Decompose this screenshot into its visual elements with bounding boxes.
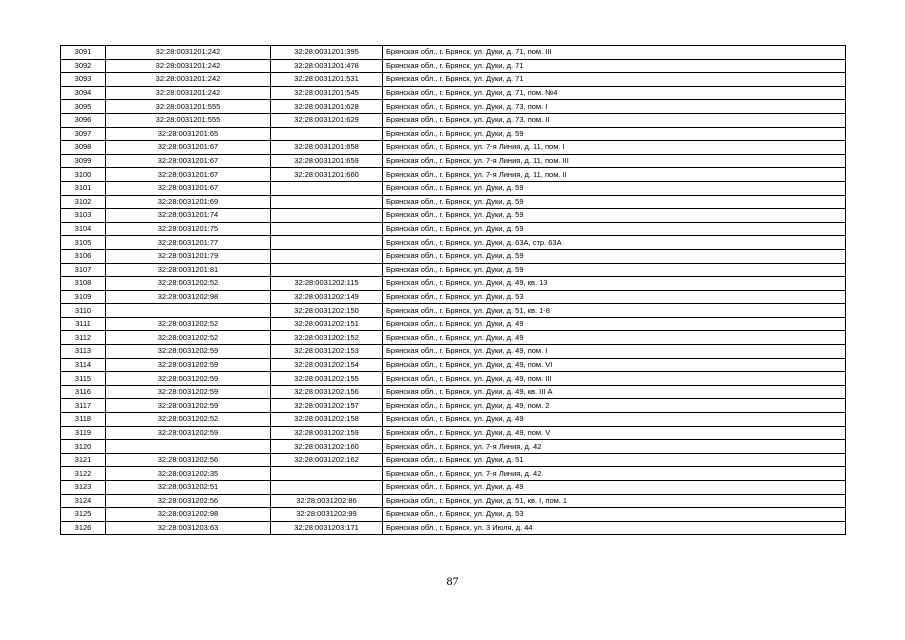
address-cell: Брянская обл., г. Брянск, ул. Дуки, д. 51, кв. I, пом. 1	[383, 494, 846, 508]
cadastral-number-cell: 32:28:0031201:660	[271, 168, 383, 182]
cadastral-number-cell: 32:28:0031202:150	[271, 304, 383, 318]
cadastral-number-cell	[271, 263, 383, 277]
table-row	[61, 209, 846, 223]
cadastral-number-cell	[271, 222, 383, 236]
parent-cadastral-number-cell: 32:28:0031201:242	[106, 86, 271, 100]
table-row	[61, 372, 846, 386]
parent-cadastral-number-cell: 32:28:0031202:35	[106, 467, 271, 481]
parent-cadastral-number-cell: 32:28:0031202:98	[106, 290, 271, 304]
parent-cadastral-number-cell: 32:28:0031201:67	[106, 154, 271, 168]
address-cell: Брянская обл., г. Брянск, ул. Дуки, д. 49	[383, 331, 846, 345]
table-row	[61, 100, 846, 114]
cadastral-table	[60, 45, 846, 535]
table-row	[61, 236, 846, 250]
table-row	[61, 277, 846, 291]
table-row	[61, 113, 846, 127]
parent-cadastral-number-cell	[106, 304, 271, 318]
parent-cadastral-number-cell: 32:28:0031202:98	[106, 508, 271, 522]
address-cell: Брянская обл., г. Брянск, ул. Дуки, д. 73, пом. I	[383, 100, 846, 114]
parent-cadastral-number-cell: 32:28:0031201:242	[106, 59, 271, 73]
cadastral-number-cell: 32:28:0031202:152	[271, 331, 383, 345]
cadastral-number-cell: 32:28:0031202:155	[271, 372, 383, 386]
parent-cadastral-number-cell: 32:28:0031202:59	[106, 426, 271, 440]
table-row	[61, 222, 846, 236]
row-number-cell: 3120	[61, 440, 106, 454]
cadastral-number-cell: 32:28:0031202:162	[271, 453, 383, 467]
row-number-cell: 3091	[61, 46, 106, 60]
address-cell: Брянская обл., г. Брянск, ул. Дуки, д. 49	[383, 481, 846, 495]
cadastral-number-cell: 32:28:0031202:153	[271, 345, 383, 359]
row-number-cell: 3107	[61, 263, 106, 277]
cadastral-number-cell: 32:28:0031202:149	[271, 290, 383, 304]
cadastral-number-cell: 32:28:0031202:158	[271, 413, 383, 427]
cadastral-number-cell: 32:28:0031202:157	[271, 399, 383, 413]
address-cell: Брянская обл., г. Брянск, ул. Дуки, д. 59	[383, 127, 846, 141]
address-cell: Брянская обл., г. Брянск, ул. Дуки, д. 53	[383, 508, 846, 522]
parent-cadastral-number-cell: 32:28:0031201:81	[106, 263, 271, 277]
address-cell: Брянская обл., г. Брянск, ул. Дуки, д. 49, кв. III А	[383, 385, 846, 399]
address-cell: Брянская обл., г. Брянск, ул. Дуки, д. 63А, стр. 63А	[383, 236, 846, 250]
parent-cadastral-number-cell: 32:28:0031202:56	[106, 453, 271, 467]
address-cell: Брянская обл., г. Брянск, ул. Дуки, д. 71	[383, 73, 846, 87]
cadastral-number-cell: 32:28:0031201:531	[271, 73, 383, 87]
address-cell: Брянская обл., г. Брянск, ул. Дуки, д. 49, пом. I	[383, 345, 846, 359]
address-cell: Брянская обл., г. Брянск, ул. Дуки, д. 49, пом. 2	[383, 399, 846, 413]
cadastral-number-cell: 32:28:0031202:115	[271, 277, 383, 291]
cadastral-number-cell	[271, 481, 383, 495]
cadastral-number-cell: 32:28:0031202:151	[271, 317, 383, 331]
table-row	[61, 249, 846, 263]
row-number-cell: 3113	[61, 345, 106, 359]
address-cell: Брянская обл., г. Брянск, ул. Дуки, д. 59	[383, 209, 846, 223]
cadastral-number-cell: 32:28:0031201:628	[271, 100, 383, 114]
parent-cadastral-number-cell: 32:28:0031201:75	[106, 222, 271, 236]
parent-cadastral-number-cell: 32:28:0031201:65	[106, 127, 271, 141]
row-number-cell: 3094	[61, 86, 106, 100]
parent-cadastral-number-cell: 32:28:0031201:67	[106, 141, 271, 155]
address-cell: Брянская обл., г. Брянск, ул. Дуки, д. 51, кв. 1-8	[383, 304, 846, 318]
row-number-cell: 3118	[61, 413, 106, 427]
parent-cadastral-number-cell: 32:28:0031202:59	[106, 372, 271, 386]
parent-cadastral-number-cell: 32:28:0031201:555	[106, 100, 271, 114]
row-number-cell: 3111	[61, 317, 106, 331]
table-row	[61, 154, 846, 168]
row-number-cell: 3124	[61, 494, 106, 508]
row-number-cell: 3119	[61, 426, 106, 440]
parent-cadastral-number-cell: 32:28:0031202:59	[106, 345, 271, 359]
table-row	[61, 521, 846, 535]
row-number-cell: 3101	[61, 181, 106, 195]
table-row	[61, 181, 846, 195]
table-row	[61, 508, 846, 522]
cadastral-number-cell	[271, 467, 383, 481]
row-number-cell: 3121	[61, 453, 106, 467]
row-number-cell: 3099	[61, 154, 106, 168]
address-cell: Брянская обл., г. Брянск, ул. 7-я Линия, д. 11, пом. I	[383, 141, 846, 155]
table-row	[61, 73, 846, 87]
parent-cadastral-number-cell	[106, 440, 271, 454]
parent-cadastral-number-cell: 32:28:0031201:67	[106, 168, 271, 182]
address-cell: Брянская обл., г. Брянск, ул. Дуки, д. 71, пом. III	[383, 46, 846, 60]
parent-cadastral-number-cell: 32:28:0031201:69	[106, 195, 271, 209]
parent-cadastral-number-cell: 32:28:0031202:59	[106, 358, 271, 372]
row-number-cell: 3100	[61, 168, 106, 182]
parent-cadastral-number-cell: 32:28:0031203:63	[106, 521, 271, 535]
address-cell: Брянская обл., г. Брянск, ул. 7-я Линия, д. 42	[383, 440, 846, 454]
address-cell: Брянская обл., г. Брянск, ул. Дуки, д. 51	[383, 453, 846, 467]
parent-cadastral-number-cell: 32:28:0031201:242	[106, 46, 271, 60]
address-cell: Брянская обл., г. Брянск, ул. 3 Июля, д. 44	[383, 521, 846, 535]
table-row	[61, 413, 846, 427]
parent-cadastral-number-cell: 32:28:0031202:59	[106, 399, 271, 413]
address-cell: Брянская обл., г. Брянск, ул. Дуки, д. 59	[383, 222, 846, 236]
parent-cadastral-number-cell: 32:28:0031202:52	[106, 331, 271, 345]
table-row	[61, 46, 846, 60]
row-number-cell: 3123	[61, 481, 106, 495]
address-cell: Брянская обл., г. Брянск, ул. Дуки, д. 59	[383, 195, 846, 209]
parent-cadastral-number-cell: 32:28:0031202:52	[106, 317, 271, 331]
address-cell: Брянская обл., г. Брянск, ул. Дуки, д. 49, пом. VI	[383, 358, 846, 372]
row-number-cell: 3109	[61, 290, 106, 304]
address-cell: Брянская обл., г. Брянск, ул. Дуки, д. 73, пом. II	[383, 113, 846, 127]
table-row	[61, 440, 846, 454]
row-number-cell: 3102	[61, 195, 106, 209]
row-number-cell: 3108	[61, 277, 106, 291]
address-cell: Брянская обл., г. Брянск, ул. 7-я Линия, д. 11, пом. III	[383, 154, 846, 168]
cadastral-number-cell: 32:28:0031202:156	[271, 385, 383, 399]
parent-cadastral-number-cell: 32:28:0031201:67	[106, 181, 271, 195]
address-cell: Брянская обл., г. Брянск, ул. Дуки, д. 71	[383, 59, 846, 73]
table-row	[61, 59, 846, 73]
address-cell: Брянская обл., г. Брянск, ул. 7-я Линия, д. 11, пом. II	[383, 168, 846, 182]
table-row	[61, 317, 846, 331]
address-cell: Брянская обл., г. Брянск, ул. Дуки, д. 59	[383, 181, 846, 195]
address-cell: Брянская обл., г. Брянск, ул. Дуки, д. 49, пом. V	[383, 426, 846, 440]
cadastral-number-cell: 32:28:0031201:395	[271, 46, 383, 60]
cadastral-number-cell	[271, 209, 383, 223]
cadastral-number-cell: 32:28:0031201:659	[271, 154, 383, 168]
cadastral-number-cell: 32:28:0031202:86	[271, 494, 383, 508]
row-number-cell: 3096	[61, 113, 106, 127]
cadastral-number-cell: 32:28:0031202:159	[271, 426, 383, 440]
row-number-cell: 3126	[61, 521, 106, 535]
parent-cadastral-number-cell: 32:28:0031201:242	[106, 73, 271, 87]
row-number-cell: 3125	[61, 508, 106, 522]
parent-cadastral-number-cell: 32:28:0031201:555	[106, 113, 271, 127]
table-row	[61, 195, 846, 209]
table-body	[61, 46, 846, 535]
table-row	[61, 399, 846, 413]
table-row	[61, 127, 846, 141]
parent-cadastral-number-cell: 32:28:0031202:51	[106, 481, 271, 495]
address-cell: Брянская обл., г. Брянск, ул. Дуки, д. 53	[383, 290, 846, 304]
table-row	[61, 86, 846, 100]
cadastral-number-cell	[271, 127, 383, 141]
table-row	[61, 290, 846, 304]
row-number-cell: 3114	[61, 358, 106, 372]
row-number-cell: 3115	[61, 372, 106, 386]
table-row	[61, 141, 846, 155]
parent-cadastral-number-cell: 32:28:0031201:77	[106, 236, 271, 250]
row-number-cell: 3098	[61, 141, 106, 155]
address-cell: Брянская обл., г. Брянск, ул. Дуки, д. 49, пом. III	[383, 372, 846, 386]
cadastral-table-container	[60, 45, 845, 535]
row-number-cell: 3116	[61, 385, 106, 399]
table-row	[61, 331, 846, 345]
cadastral-number-cell: 32:28:0031202:154	[271, 358, 383, 372]
row-number-cell: 3097	[61, 127, 106, 141]
parent-cadastral-number-cell: 32:28:0031201:74	[106, 209, 271, 223]
table-row	[61, 304, 846, 318]
parent-cadastral-number-cell: 32:28:0031202:59	[106, 385, 271, 399]
table-row	[61, 494, 846, 508]
address-cell: Брянская обл., г. Брянск, ул. Дуки, д. 49	[383, 413, 846, 427]
table-row	[61, 345, 846, 359]
cadastral-number-cell	[271, 236, 383, 250]
cadastral-number-cell: 32:28:0031202:160	[271, 440, 383, 454]
address-cell: Брянская обл., г. Брянск, ул. Дуки, д. 49	[383, 317, 846, 331]
table-row	[61, 358, 846, 372]
table-row	[61, 263, 846, 277]
cadastral-number-cell	[271, 195, 383, 209]
parent-cadastral-number-cell: 32:28:0031202:52	[106, 277, 271, 291]
page-number: 87	[446, 574, 459, 588]
table-row	[61, 385, 846, 399]
table-row	[61, 481, 846, 495]
row-number-cell: 3106	[61, 249, 106, 263]
parent-cadastral-number-cell: 32:28:0031202:56	[106, 494, 271, 508]
cadastral-number-cell: 32:28:0031201:629	[271, 113, 383, 127]
row-number-cell: 3122	[61, 467, 106, 481]
row-number-cell: 3117	[61, 399, 106, 413]
row-number-cell: 3092	[61, 59, 106, 73]
address-cell: Брянская обл., г. Брянск, ул. Дуки, д. 59	[383, 263, 846, 277]
address-cell: Брянская обл., г. Брянск, ул. Дуки, д. 49, кв. 13	[383, 277, 846, 291]
cadastral-number-cell: 32:28:0031203:171	[271, 521, 383, 535]
row-number-cell: 3110	[61, 304, 106, 318]
row-number-cell: 3105	[61, 236, 106, 250]
cadastral-number-cell	[271, 249, 383, 263]
parent-cadastral-number-cell: 32:28:0031202:52	[106, 413, 271, 427]
cadastral-number-cell: 32:28:0031201:658	[271, 141, 383, 155]
row-number-cell: 3103	[61, 209, 106, 223]
address-cell: Брянская обл., г. Брянск, ул. Дуки, д. 59	[383, 249, 846, 263]
cadastral-number-cell: 32:28:0031201:478	[271, 59, 383, 73]
row-number-cell: 3112	[61, 331, 106, 345]
row-number-cell: 3104	[61, 222, 106, 236]
parent-cadastral-number-cell: 32:28:0031201:79	[106, 249, 271, 263]
row-number-cell: 3095	[61, 100, 106, 114]
table-row	[61, 426, 846, 440]
table-row	[61, 168, 846, 182]
cadastral-number-cell: 32:28:0031202:99	[271, 508, 383, 522]
row-number-cell: 3093	[61, 73, 106, 87]
cadastral-number-cell	[271, 181, 383, 195]
table-row	[61, 453, 846, 467]
address-cell: Брянская обл., г. Брянск, ул. 7-я Линия, д. 42	[383, 467, 846, 481]
cadastral-number-cell: 32:28:0031201:545	[271, 86, 383, 100]
address-cell: Брянская обл., г. Брянск, ул. Дуки, д. 71, пом. №4	[383, 86, 846, 100]
table-row	[61, 467, 846, 481]
